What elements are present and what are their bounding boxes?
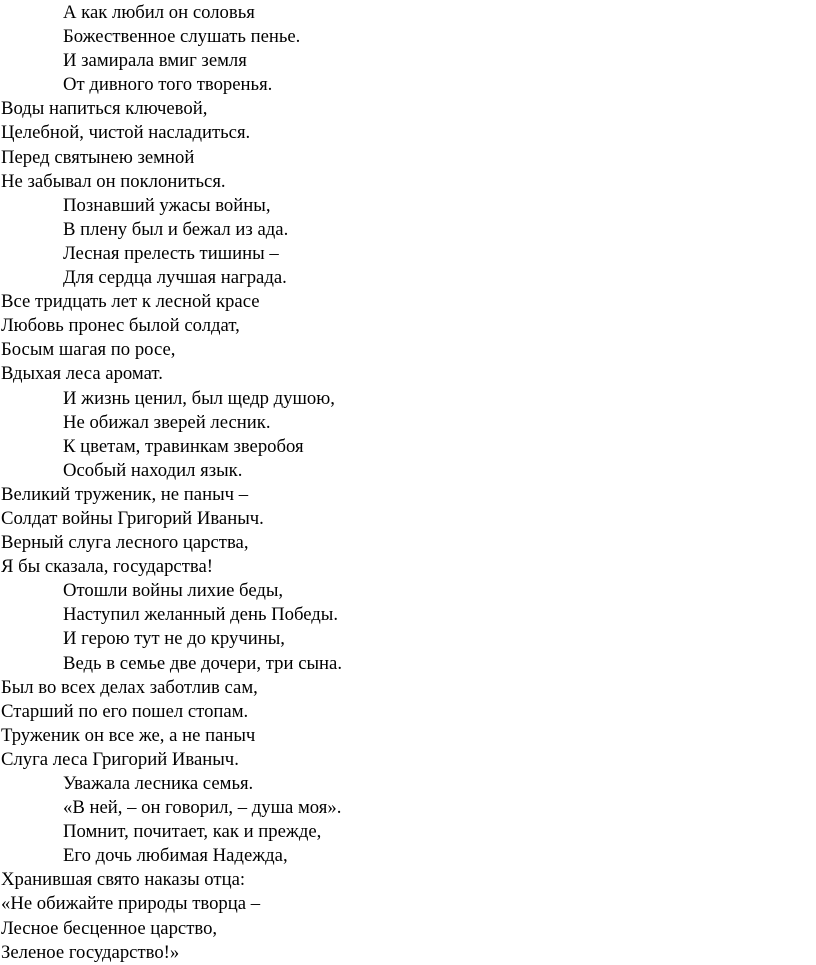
poem-line: К цветам, травинкам зверобоя xyxy=(63,435,304,457)
poem-line: «Не обижайте природы творца – xyxy=(1,893,261,915)
poem-line: Труженик он все же, а не паныч xyxy=(1,724,256,746)
poem-line: Целебной, чистой насладиться. xyxy=(1,122,251,144)
poem-line: Перед святынею земной xyxy=(1,146,195,168)
poem-line: Воды напиться ключевой, xyxy=(1,98,208,120)
poem-line: Лесное бесценное царство, xyxy=(1,917,218,939)
poem-line: Старший по его пошел стопам. xyxy=(1,700,249,722)
poem-line: А как любил он соловья xyxy=(63,2,255,23)
poem-line: Наступил желанный день Победы. xyxy=(63,604,339,626)
poem-line: Познавший ужасы войны, xyxy=(63,194,271,216)
poem-line: Помнит, почитает, как и прежде, xyxy=(63,821,322,843)
poem-line: Все тридцать лет к лесной красе xyxy=(1,291,260,313)
poem-line: Его дочь любимая Надежда, xyxy=(63,845,288,867)
poem-line: Был во всех делах заботлив сам, xyxy=(1,676,258,698)
poem-line: «В ней, – он говорил, – душа моя». xyxy=(63,797,342,819)
poem-line: И жизнь ценил, был щедр душою, xyxy=(63,387,335,409)
poem-line: Уважала лесника семья. xyxy=(63,773,254,794)
poem-line: Зеленое государство!» xyxy=(1,941,180,963)
poem-line: Босым шагая по росе, xyxy=(1,339,176,361)
poem-line: Божественное слушать пенье. xyxy=(63,26,301,48)
poem-line: И замирала вмиг земля xyxy=(63,50,247,72)
poem-line: Хранившая свято наказы отца: xyxy=(1,869,246,891)
poem-line: И герою тут не до кручины, xyxy=(63,628,285,650)
poem-line: Верный слуга лесного царства, xyxy=(1,532,249,554)
poem-line: Лесная прелесть тишины – xyxy=(63,242,279,264)
poem-line: Ведь в семье две дочери, три сына. xyxy=(63,652,343,674)
poem-line: От дивного того творенья. xyxy=(63,74,273,96)
poem-line: Особый находил язык. xyxy=(63,459,243,481)
poem-line: Не забывал он поклониться. xyxy=(1,170,226,192)
poem-line: Вдыхая леса аромат. xyxy=(1,363,163,385)
poem-line: Не обижал зверей лесник. xyxy=(63,411,271,433)
poem-line: Слуга леса Григорий Иваныч. xyxy=(1,748,239,770)
poem-line: Для сердца лучшая награда. xyxy=(63,267,287,289)
poem-line: Великий труженик, не паныч – xyxy=(1,483,249,505)
poem-line: Отошли войны лихие беды, xyxy=(63,580,284,602)
poem-line: Солдат войны Григорий Иваныч. xyxy=(1,507,264,529)
poem-line: Любовь пронес былой солдат, xyxy=(1,315,240,337)
poem-line: В плену был и бежал из ада. xyxy=(63,218,289,240)
poem-line: Я бы сказала, государства! xyxy=(1,556,213,578)
